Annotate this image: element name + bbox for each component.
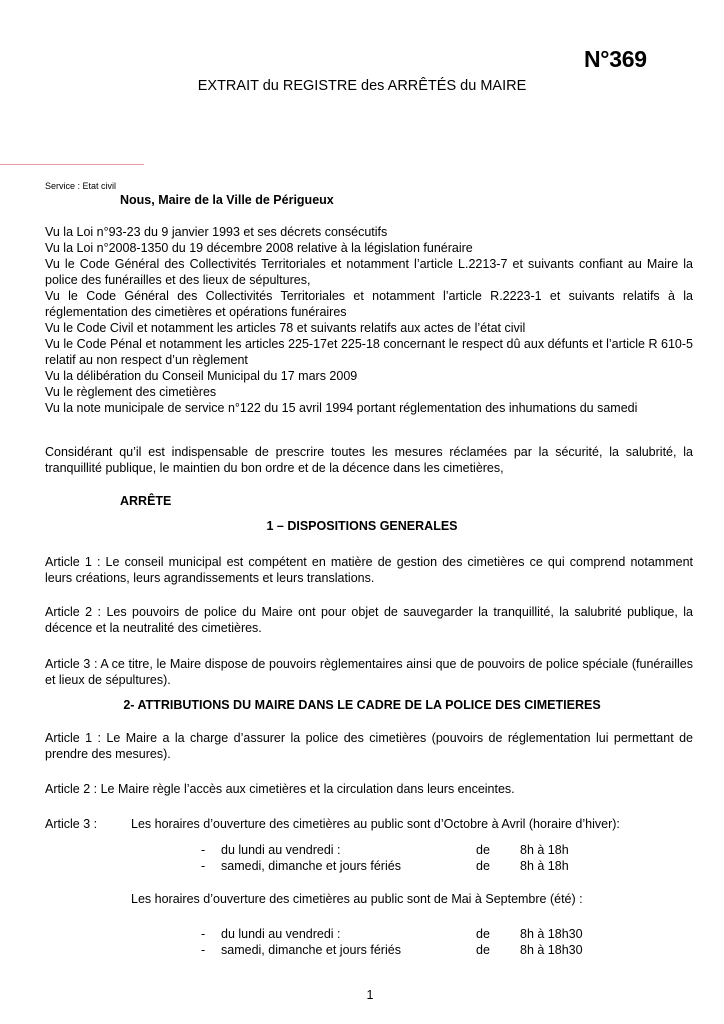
vu-line: Vu le Code Civil et notamment les articles 78 et suivants relatifs aux actes de l’état civil (45, 321, 526, 335)
section1-article3: Article 3 : A ce titre, le Maire dispose de pouvoirs règlementaires ainsi que de pouvoirs de police spéciale (funérailles et lieux de sépultures). (45, 657, 693, 687)
service-label: Service : Etat civil (45, 181, 117, 191)
section2-article2: Article 2 : Le Maire règle l’accès aux cimetières et la circulation dans leurs enceintes. (45, 782, 515, 796)
vu-line: Vu le règlement des cimetières (45, 385, 217, 399)
document-number: N°369 (584, 46, 647, 72)
hours-from-label: de (476, 843, 490, 857)
winter-weekend: samedi, dimanche et jours fériés (221, 859, 401, 873)
vu-line: Vu le Code Général des Collectivités Territoriales et notamment l’article R.2223-1 et suivants relatifs à la réglementation des cimetières et opérations funéraires (45, 289, 693, 319)
arrete-heading: ARRÊTE (120, 494, 172, 508)
vu-line: Vu le Code Général des Collectivités Territoriales et notamment l’article L.2213-7 et suivants confiant au Maire la police des funérailles et des lieux de sépultures, (45, 257, 693, 287)
page-number: 1 (366, 988, 374, 1002)
summer-weekend-hours: 8h à 18h30 (520, 943, 583, 957)
summer-hours-intro: Les horaires d’ouverture des cimetières au public sont de Mai à Septembre (été) : (131, 892, 583, 906)
section2-article3-label: Article 3 : (45, 817, 98, 831)
considerant-paragraph: Considérant qu’il est indispensable de prescrire toutes les mesures réclamées par la sécurité, la salubrité, la tranquillité publique, le maintien du bon ordre et de la décence dans les cimetières, (45, 445, 693, 475)
vu-line: Vu la note municipale de service n°122 du 15 avril 1994 portant réglementation des inhumations du samedi (45, 401, 638, 415)
section1-article1: Article 1 : Le conseil municipal est compétent en matière de gestion des cimetières ce qui comprend notamment leurs créations, leurs agrandissements et leurs translations. (45, 555, 693, 585)
vu-line: Vu la Loi n°2008-1350 du 19 décembre 2008 relative à la législation funéraire (45, 241, 473, 255)
list-bullet: - (201, 859, 206, 873)
vu-line: Vu la délibération du Conseil Municipal du 17 mars 2009 (45, 369, 358, 383)
section2-article1: Article 1 : Le Maire a la charge d’assurer la police des cimetières (pouvoirs de réglementation lui permettant de prendre des mesures). (45, 731, 693, 761)
summer-weekend: samedi, dimanche et jours fériés (221, 943, 401, 957)
winter-weekdays: du lundi au vendredi : (221, 843, 341, 857)
hours-from-label: de (476, 943, 490, 957)
winter-hours-intro: Les horaires d’ouverture des cimetières au public sont d’Octobre à Avril (horaire d’hiver): (131, 817, 620, 831)
vu-block (45, 224, 693, 416)
winter-weekdays-hours: 8h à 18h (520, 843, 569, 857)
mayor-line: Nous, Maire de la Ville de Périgueux (120, 193, 334, 207)
document-title: EXTRAIT du REGISTRE des ARRÊTÉS du MAIRE (197, 78, 527, 94)
section-2-heading: 2- ATTRIBUTIONS DU MAIRE DANS LE CADRE DE LA POLICE DES CIMETIERES (123, 698, 601, 712)
divider-line (0, 164, 144, 165)
list-bullet: - (201, 843, 206, 857)
hours-from-label: de (476, 859, 490, 873)
section-1-heading: 1 – DISPOSITIONS GENERALES (266, 519, 458, 533)
list-bullet: - (201, 943, 206, 957)
summer-weekdays-hours: 8h à 18h30 (520, 927, 583, 941)
summer-weekdays: du lundi au vendredi : (221, 927, 341, 941)
winter-weekend-hours: 8h à 18h (520, 859, 569, 873)
vu-line: Vu la Loi n°93-23 du 9 janvier 1993 et ses décrets consécutifs (45, 225, 388, 239)
vu-line: Vu le Code Pénal et notamment les articles 225-17et 225-18 concernant le respect dû aux défunts et l’article R 610-5 relatif au non respect d’un règlement (45, 337, 693, 367)
section1-article2: Article 2 : Les pouvoirs de police du Maire ont pour objet de sauvegarder la tranquillité, la salubrité publique, la décence et la neutralité des cimetières. (45, 605, 693, 635)
list-bullet: - (201, 927, 206, 941)
hours-from-label: de (476, 927, 490, 941)
